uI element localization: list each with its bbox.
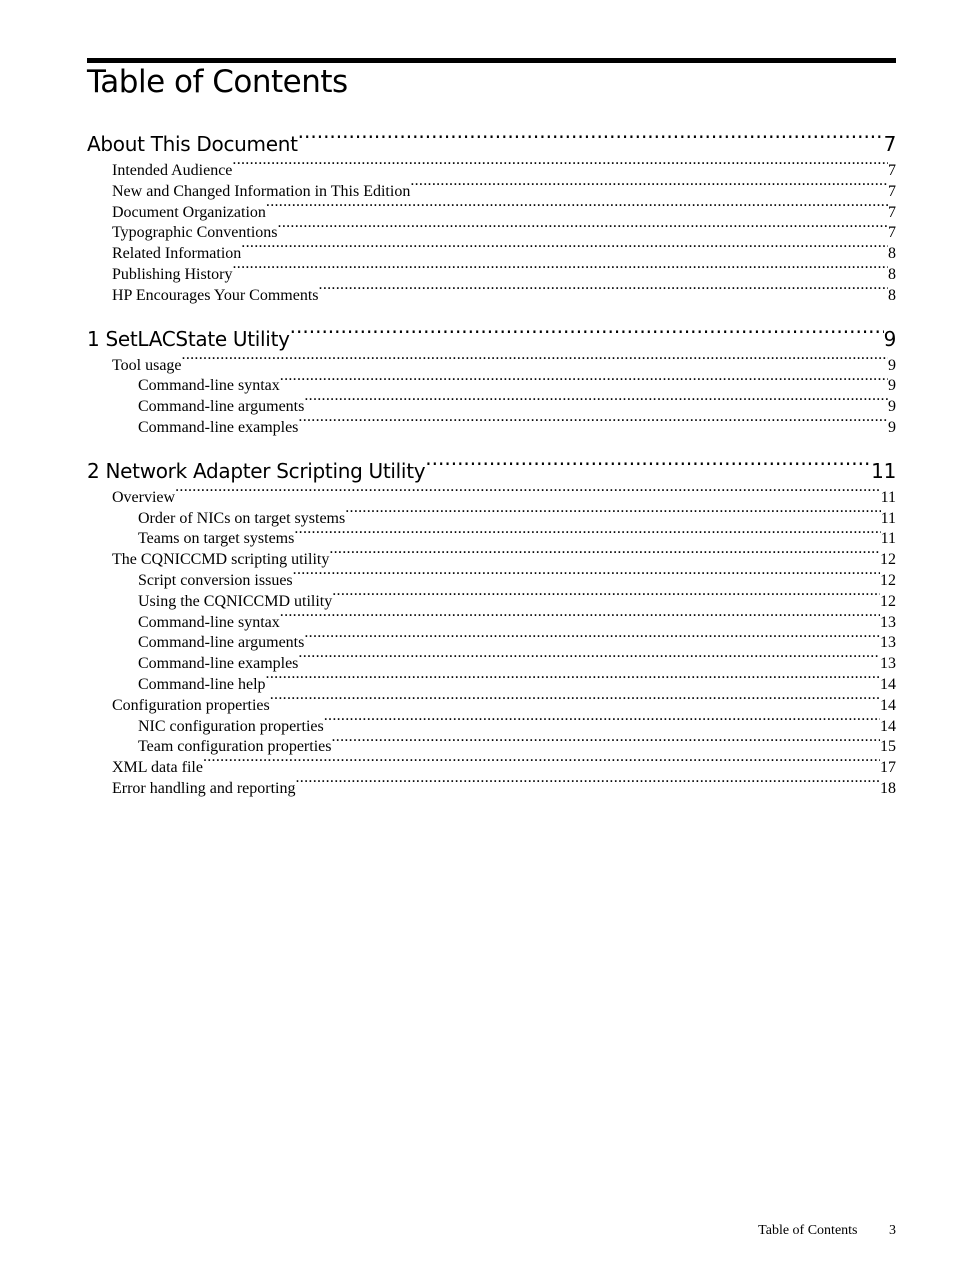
leader-dots	[298, 416, 888, 432]
leader-dots	[266, 201, 888, 217]
toc-entry-label: Error handling and reporting	[112, 779, 296, 797]
page-title: Table of Contents	[87, 64, 348, 100]
leader-dots	[425, 458, 871, 478]
toc-entry-label: Team configuration properties	[138, 738, 332, 756]
toc-entry[interactable]	[87, 242, 896, 263]
toc-page-number: 8	[888, 265, 896, 283]
toc-entry-label: Overview	[112, 488, 176, 506]
toc-entry-label: NIC configuration properties	[138, 717, 324, 735]
top-rule	[87, 58, 896, 63]
toc-entry-label: Script conversion issues	[138, 571, 293, 589]
leader-dots	[294, 527, 880, 543]
toc-entry-label: Command-line examples	[138, 655, 299, 673]
toc-entry[interactable]	[87, 201, 896, 222]
leader-dots	[345, 507, 880, 523]
toc-entry-label: Tool usage	[112, 356, 182, 374]
leader-dots	[241, 242, 888, 258]
toc-entry-label: The CQNICCMD scripting utility	[112, 551, 330, 569]
leader-dots	[319, 284, 888, 300]
toc-entry-label: Command-line help	[138, 675, 266, 693]
toc-chapter	[87, 457, 896, 798]
leader-dots	[232, 263, 888, 279]
toc-entry-label: XML data file	[112, 759, 203, 777]
toc-entry-label: Order of NICs on target systems	[138, 509, 346, 527]
toc-entry-label: Command-line examples	[138, 418, 299, 436]
toc-page-number: 12	[880, 551, 896, 569]
toc-entry-label: HP Encourages Your Comments	[112, 286, 319, 304]
toc-entry-label: Command-line syntax	[138, 377, 280, 395]
toc-subentry[interactable]	[87, 652, 896, 673]
toc-entry[interactable]	[87, 756, 896, 777]
leader-dots	[266, 673, 880, 689]
toc-page-number: 7	[888, 162, 896, 179]
toc-page-number: 12	[880, 571, 896, 589]
toc-page-number: 11	[880, 530, 896, 548]
toc-page-number: 7	[888, 224, 896, 242]
toc-page-number: 7	[888, 182, 896, 200]
toc-entry-label: Command-line syntax	[138, 613, 280, 631]
toc-page-number: 9	[888, 418, 896, 436]
toc-chapter-entry[interactable]	[87, 130, 896, 159]
toc-page-number: 9	[888, 398, 896, 416]
toc-subentry[interactable]	[87, 590, 896, 611]
toc-page-number: 15	[880, 738, 896, 756]
toc-subentry[interactable]	[87, 611, 896, 632]
leader-dots	[232, 159, 888, 175]
toc-page-number: 14	[880, 675, 896, 693]
toc-entry-label: Command-line arguments	[138, 634, 305, 652]
toc-entry-label: Related Information	[112, 245, 242, 263]
toc-subentry[interactable]	[87, 631, 896, 652]
toc-subentry[interactable]	[87, 735, 896, 756]
leader-dots	[298, 652, 880, 668]
leader-dots	[290, 326, 884, 346]
leader-dots	[304, 631, 880, 647]
footer-section-title: Table of Contents	[758, 1223, 858, 1238]
toc-entry[interactable]	[87, 221, 896, 242]
toc-entry-label: Configuration properties	[112, 696, 270, 714]
toc-chapter-entry[interactable]	[87, 457, 896, 486]
toc-page-number: 13	[880, 655, 896, 673]
toc-page-number: 13	[880, 634, 896, 652]
table-of-contents	[87, 130, 896, 818]
toc-entry-label: Using the CQNICCMD utility	[138, 592, 333, 610]
toc-page-number: 12	[880, 592, 896, 610]
leader-dots	[175, 486, 881, 502]
toc-page-number: 13	[880, 613, 896, 631]
toc-chapter	[87, 325, 896, 437]
leader-dots	[298, 131, 884, 151]
toc-entry-label: New and Changed Information in This Edition	[112, 182, 411, 200]
toc-entry-label: Command-line arguments	[138, 398, 305, 416]
toc-subentry[interactable]	[87, 374, 896, 395]
leader-dots	[280, 611, 880, 627]
toc-entry[interactable]	[87, 159, 896, 180]
toc-entry-label: Document Organization	[112, 203, 266, 221]
toc-chapter-entry[interactable]	[87, 325, 896, 354]
leader-dots	[182, 354, 888, 370]
toc-entry[interactable]	[87, 284, 896, 305]
toc-subentry[interactable]	[87, 416, 896, 437]
leader-dots	[324, 715, 880, 731]
leader-dots	[332, 590, 880, 606]
toc-subentry[interactable]	[87, 569, 896, 590]
page-footer	[758, 1223, 896, 1239]
toc-page-number: 9	[883, 326, 896, 351]
toc-page-number: 17	[880, 759, 896, 777]
toc-subentry[interactable]	[87, 715, 896, 736]
toc-page-number: 8	[888, 286, 896, 304]
leader-dots	[331, 735, 880, 751]
toc-entry-label: Publishing History	[112, 265, 233, 283]
toc-subentry[interactable]	[87, 395, 896, 416]
toc-page-number: 7	[888, 203, 896, 221]
leader-dots	[296, 777, 881, 793]
leader-dots	[410, 180, 888, 196]
leader-dots	[278, 221, 888, 237]
toc-page-number: 14	[880, 696, 896, 714]
leader-dots	[329, 548, 880, 564]
toc-entry[interactable]	[87, 263, 896, 284]
toc-entry[interactable]	[87, 486, 896, 507]
toc-entry-label: Teams on target systems	[138, 530, 295, 548]
toc-subentry[interactable]	[87, 673, 896, 694]
toc-page-number: 14	[880, 717, 896, 735]
toc-chapter-title: About This Document	[87, 132, 298, 156]
toc-entry[interactable]	[87, 180, 896, 201]
toc-entry[interactable]	[87, 777, 896, 798]
toc-page-number: 11	[871, 458, 896, 483]
toc-page-number: 9	[888, 356, 896, 374]
toc-subentry[interactable]	[87, 507, 896, 528]
toc-entry[interactable]	[87, 694, 896, 715]
leader-dots	[270, 694, 880, 710]
leader-dots	[293, 569, 880, 585]
toc-entry[interactable]	[87, 354, 896, 375]
toc-entry[interactable]	[87, 548, 896, 569]
leader-dots	[280, 374, 888, 390]
toc-page-number: 9	[888, 377, 896, 395]
toc-chapter-title: 2 Network Adapter Scripting Utility	[87, 458, 426, 483]
toc-page-number: 18	[880, 779, 896, 797]
toc-page-number: 11	[880, 488, 896, 506]
toc-chapter-title: 1 SetLACState Utility	[87, 326, 290, 351]
toc-page-number: 11	[880, 509, 896, 527]
footer-page-number: 3	[889, 1223, 896, 1238]
toc-page-number: 7	[883, 132, 896, 156]
leader-dots	[203, 756, 880, 772]
leader-dots	[304, 395, 888, 411]
toc-entry-label: Intended Audience	[112, 162, 233, 179]
toc-entry-label: Typographic Conventions	[112, 224, 278, 242]
toc-chapter	[87, 130, 896, 305]
toc-subentry[interactable]	[87, 527, 896, 548]
toc-page-number: 8	[888, 245, 896, 263]
